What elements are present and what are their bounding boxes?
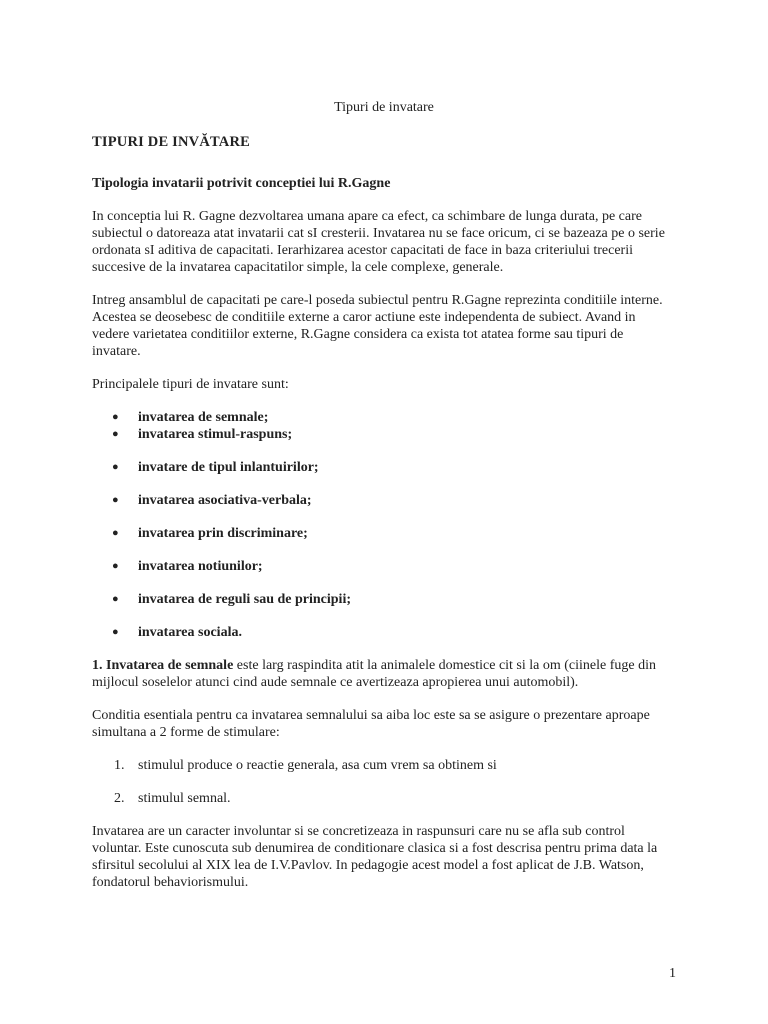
learning-types-list (92, 409, 674, 641)
list-item (92, 409, 674, 426)
bullet-icon: ● (112, 527, 119, 539)
stimulation-forms-list (92, 757, 674, 807)
paragraph-gagne-concept: In conceptia lui R. Gagne dezvoltarea umana apare ca efect, ca schimbare de lunga durata, pe care subiectul o datoreaza atat invatarii cat sI cresterii. Invatarea nu se face oricum, ci se bazeaza pe o serie ordonata sI aditiva de capacitati. Ierarhizarea acestor capacitati de face in baza criteriului trecerii succesive de la invatarea capacitatilor simple, la cele complexe, generale. (92, 209, 665, 275)
list-item-text: invatarea stimul-raspuns; (138, 427, 293, 442)
list-item (92, 558, 674, 575)
list-item-text: invatarea de semnale; (138, 410, 269, 425)
list-item-text: invatarea prin discriminare; (138, 526, 308, 541)
page-number: 1 (669, 966, 676, 981)
paragraph-essential-condition: Conditia esentiala pentru ca invatarea semnalului sa aiba loc este sa se asigure o prezentare aproape simultana a 2 forme de stimulare: (92, 708, 650, 740)
paragraph-signal-learning (92, 657, 674, 691)
bullet-icon: ● (112, 411, 119, 423)
bullet-icon: ● (112, 560, 119, 572)
item-number: 2. (114, 791, 125, 806)
paragraph-signal-learning-text: este larg raspindita atit la animalele domestice cit si la om (ciinele fuge din mijlocul soselelor atunci cind aude semnale ce avertizeaza apropierea unui automobil). (92, 658, 657, 690)
list-item (92, 426, 674, 443)
bullet-icon: ● (112, 428, 119, 440)
list-item (92, 525, 674, 542)
list-item-text: invatarea asociativa-verbala; (138, 493, 312, 508)
list-item (92, 459, 674, 476)
numbered-item-text: stimulul produce o reactie generala, asa cum vrem sa obtinem si (138, 758, 497, 773)
bullet-icon: ● (112, 593, 119, 605)
paragraph-internal-conditions: Intreg ansamblul de capacitati pe care-l poseda subiectul pentru R.Gagne reprezinta conditiile interne. Acestea se deosebesc de conditiile externe a caror actiune este independenta de subiect. Avand in vedere varietatea conditiilor externe, R.Gagne considera ca exista tot atatea forme sau tipuri de invatare. (92, 293, 663, 359)
list-item-text: invatarea sociala. (138, 625, 242, 640)
page-header-title: Tipuri de invatare (334, 100, 434, 115)
document-body (92, 134, 674, 907)
list-item-text: invatarea notiunilor; (138, 559, 263, 574)
section-label-signal-learning: 1. Invatarea de semnale (92, 658, 234, 673)
numbered-item (92, 757, 674, 774)
document-subheading: Tipologia invatarii potrivit conceptiei lui R.Gagne (92, 176, 391, 191)
document-heading: TIPURI DE INVĂTARE (92, 134, 251, 150)
numbered-item-text: stimulul semnal. (138, 791, 231, 806)
bullet-icon: ● (112, 461, 119, 473)
list-item (92, 492, 674, 509)
paragraph-involuntary-learning: Invatarea are un caracter involuntar si se concretizeaza in raspunsuri care nu se afla sub control voluntar. Este cunoscuta sub denumirea de conditionare clasica si a fost descrisa pentru prima data la sfirsitul secolului al XIX lea de I.V.Pavlov. In pedagogie acest model a fost aplicat de J.B. Watson, fondatorul behaviorismului. (92, 824, 658, 890)
numbered-item (92, 790, 674, 807)
item-number: 1. (114, 758, 125, 773)
list-item (92, 591, 674, 608)
paragraph-main-types-intro: Principalele tipuri de invatare sunt: (92, 377, 289, 392)
bullet-icon: ● (112, 494, 119, 506)
list-item-text: invatarea de reguli sau de principii; (138, 592, 351, 607)
bullet-icon: ● (112, 626, 119, 638)
list-item-text: invatare de tipul inlantuirilor; (138, 460, 319, 475)
list-item (92, 624, 674, 641)
